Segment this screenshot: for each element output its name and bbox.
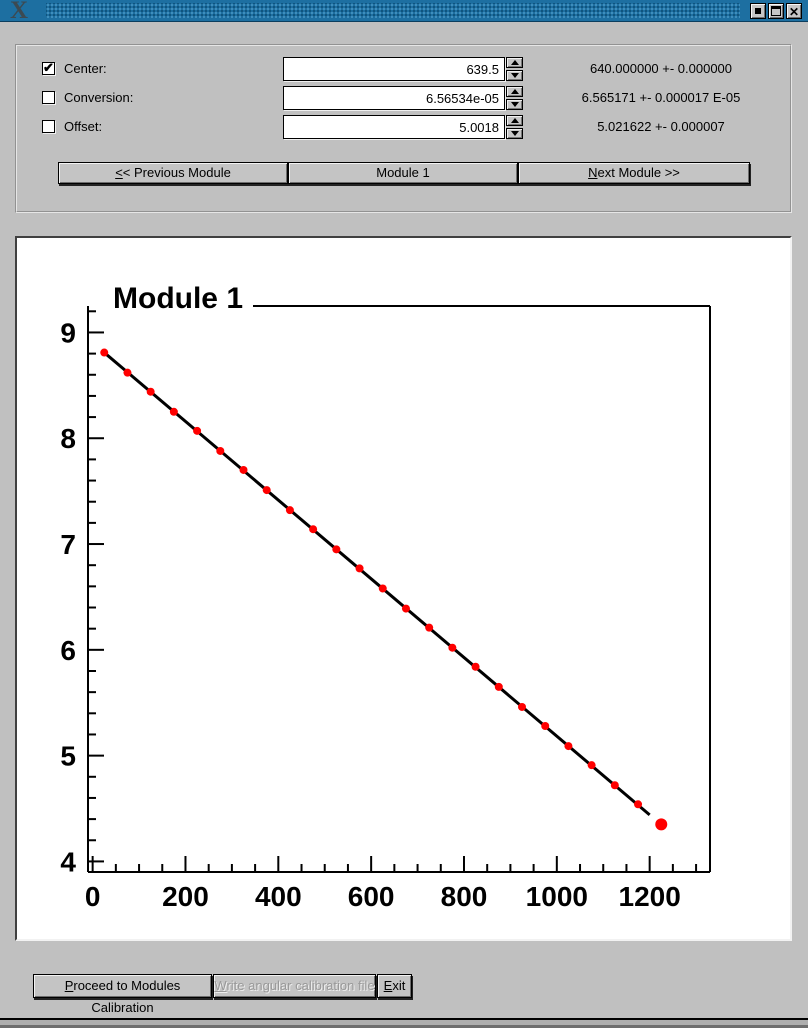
check-icon: ✔	[43, 60, 54, 75]
svg-text:800: 800	[440, 881, 488, 912]
maximize-button[interactable]	[768, 3, 784, 19]
svg-text:5: 5	[60, 740, 76, 772]
svg-text:6: 6	[60, 634, 76, 666]
offset-spin-up-button[interactable]	[506, 115, 523, 126]
offset-row	[17, 115, 790, 139]
next-module-mnemonic: N	[588, 165, 598, 180]
plot-panel	[15, 236, 792, 941]
center-label: Center:	[64, 61, 107, 76]
center-result-value: 640.000000 +- 0.000000	[589, 61, 733, 76]
proceed-label: roceed to Modules Calibration	[73, 978, 181, 1015]
exit-mnemonic: E	[383, 978, 393, 993]
next-module-label: ext Module >>	[597, 165, 680, 180]
close-icon: ✕	[788, 5, 800, 19]
conversion-row	[17, 86, 790, 110]
conversion-spin-down-button[interactable]	[506, 99, 523, 110]
svg-text:0: 0	[84, 881, 101, 912]
center-input[interactable]	[283, 57, 505, 81]
offset-spinner	[506, 115, 523, 139]
x-logo-icon: X	[10, 0, 29, 24]
offset-input[interactable]	[283, 115, 505, 139]
svg-text:9: 9	[60, 317, 76, 349]
conversion-spin-up-button[interactable]	[506, 86, 523, 97]
window-bottom-edge	[0, 1018, 808, 1028]
svg-text:400: 400	[254, 881, 302, 912]
conversion-label: Conversion:	[64, 90, 134, 105]
svg-text:1200: 1200	[618, 881, 681, 912]
proceed-mnemonic: P	[64, 978, 74, 993]
spin-up-icon	[511, 118, 519, 123]
spin-down-icon	[511, 73, 519, 78]
offset-result-value: 5.021622 +- 0.000007	[597, 119, 725, 134]
offset-checkbox[interactable]	[42, 120, 55, 133]
iconify-icon	[755, 8, 761, 14]
svg-text:600: 600	[347, 881, 395, 912]
next-module-button[interactable]	[518, 162, 750, 184]
svg-text:Module 1: Module 1	[113, 282, 244, 315]
center-row	[17, 57, 790, 81]
spin-down-icon	[511, 131, 519, 136]
write-mnemonic: W	[214, 978, 227, 993]
exit-button[interactable]	[377, 974, 412, 998]
exit-label: xit	[392, 978, 406, 993]
svg-text:4: 4	[60, 846, 76, 878]
center-checkbox[interactable]	[42, 62, 55, 75]
previous-module-button[interactable]	[58, 162, 288, 184]
title-bar[interactable]	[0, 0, 808, 22]
center-spin-down-button[interactable]	[506, 70, 523, 81]
spin-down-icon	[511, 102, 519, 107]
svg-text:200: 200	[162, 881, 209, 912]
proceed-to-modules-calibration-button[interactable]	[33, 974, 212, 1015]
conversion-checkbox[interactable]	[42, 91, 55, 104]
spin-up-icon	[511, 60, 519, 65]
calibration-controls-panel	[15, 44, 792, 213]
current-module-button[interactable]	[288, 162, 518, 184]
close-button[interactable]	[786, 3, 802, 19]
svg-text:1000: 1000	[525, 881, 588, 912]
calibration-plot	[17, 238, 790, 939]
center-spinner	[506, 57, 523, 81]
conversion-result-value: 6.565171 +- 0.000017 E-05	[581, 90, 741, 105]
conversion-spinner	[506, 86, 523, 110]
current-module-label: Module 1	[376, 165, 430, 180]
maximize-icon	[771, 6, 781, 16]
spin-up-icon	[511, 89, 519, 94]
conversion-input[interactable]	[283, 86, 505, 110]
iconify-button[interactable]	[750, 3, 766, 19]
titlebar-texture	[46, 3, 740, 18]
svg-text:7: 7	[60, 529, 76, 561]
offset-label: Offset:	[64, 119, 103, 134]
write-label: rite angular calibration file	[226, 978, 375, 993]
svg-text:8: 8	[60, 423, 76, 455]
center-spin-up-button[interactable]	[506, 57, 523, 68]
offset-spin-down-button[interactable]	[506, 128, 523, 139]
previous-module-mnemonic: <	[115, 165, 123, 180]
previous-module-label: < Previous Module	[122, 165, 231, 180]
write-angular-calibration-file-button	[213, 974, 376, 998]
